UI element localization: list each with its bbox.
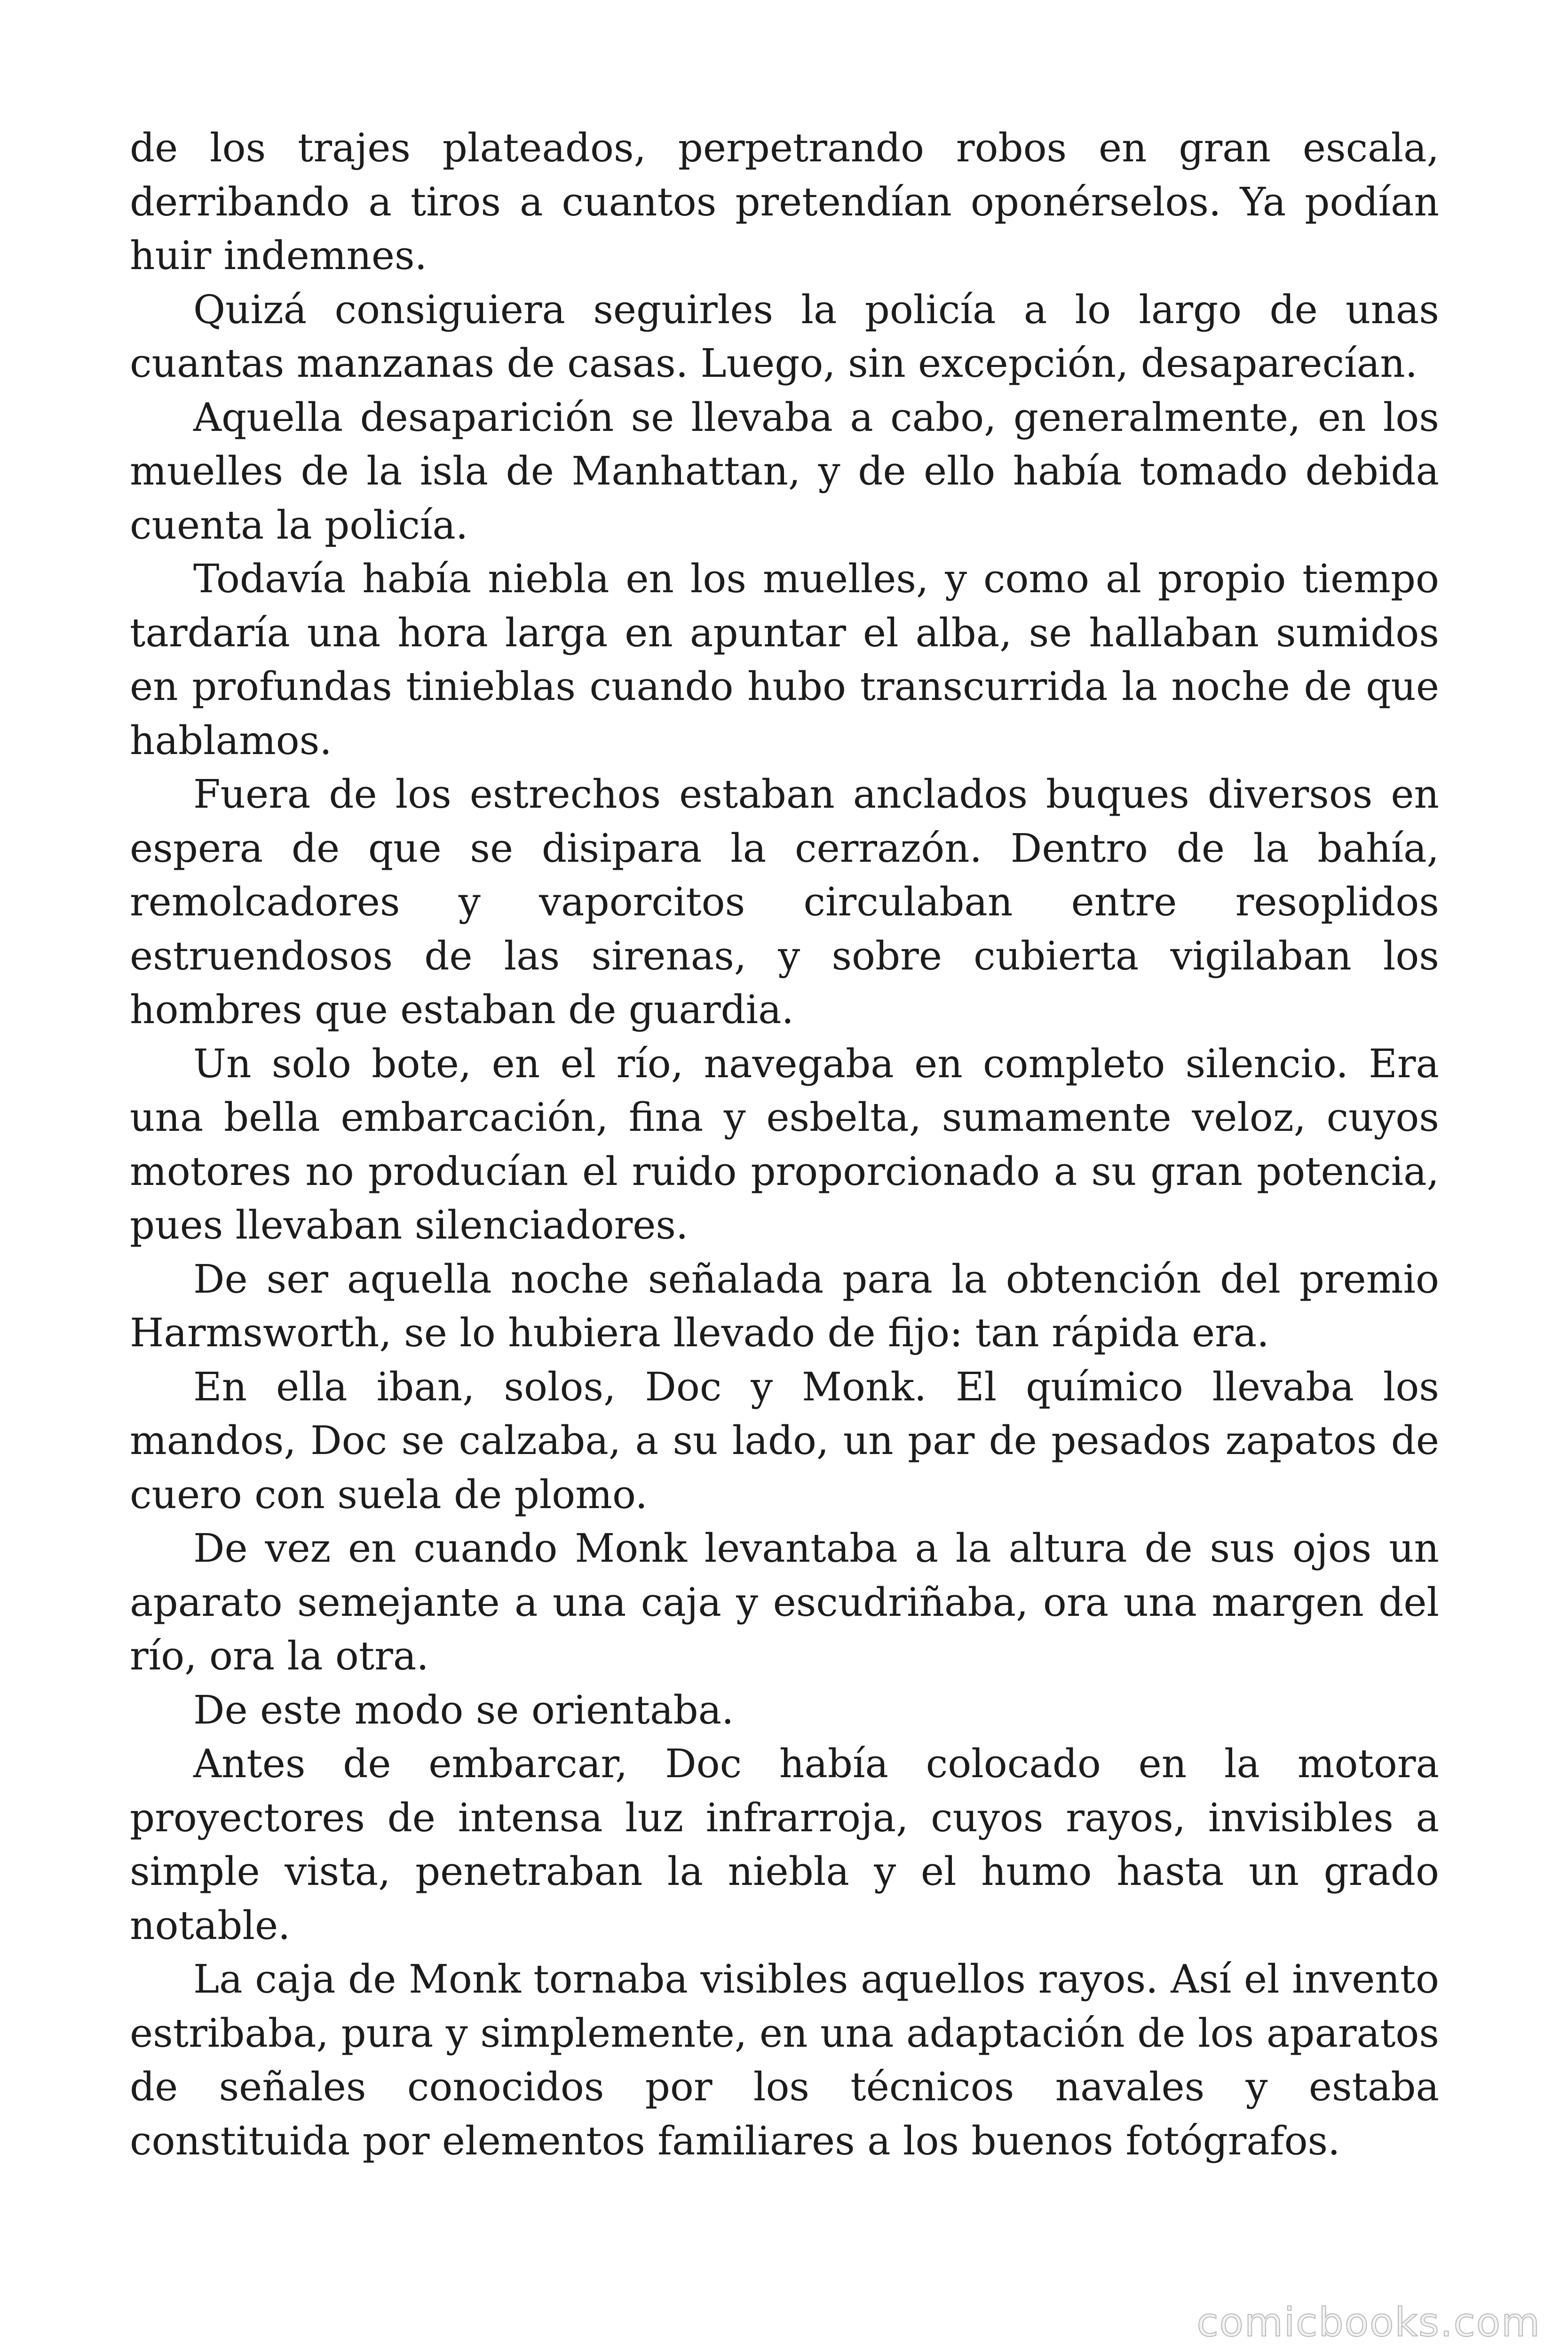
paragraph-10: De este modo se orientaba.	[193, 1687, 734, 1733]
paragraph-3: Aquella desaparición se llevaba a cabo, generalmente, en los muelles de la isla de Manhattan, y de ello había tomado debida cuenta la policía.	[130, 394, 1439, 548]
paragraph-11: Antes de embarcar, Doc había colocado en la motora proyectores de intensa luz infrarroja, cuyos rayos, invisibles a simple vista, penetraban la niebla y el humo hasta un grado notable.	[130, 1741, 1439, 1948]
paragraph-4: Todavía había niebla en los muelles, y como al propio tiempo tardaría una hora larga en apuntar el alba, se hallaban sumidos en profundas tinieblas cuando hubo transcurrida la noche de que hablamos.	[130, 556, 1439, 763]
paragraph-1: de los trajes plateados, perpetrando robos en gran escala, derribando a tiros a cuantos pretendían oponérselos. Ya podían huir indemnes.	[130, 125, 1439, 278]
paragraph-8: En ella iban, solos, Doc y Monk. El químico llevaba los mandos, Doc se calzaba, a su lado, un par de pesados zapatos de cuero con suela de plomo.	[130, 1364, 1439, 1518]
paragraph-7: De ser aquella noche señalada para la obtención del premio Harmsworth, se lo hubiera llevado de fijo: tan rápida era.	[130, 1256, 1439, 1356]
paragraph-2: Quizá consiguiera seguirles la policía a lo largo de unas cuantas manzanas de casas. Luego, sin excepción, desaparecían.	[130, 286, 1439, 386]
body-text	[130, 121, 1439, 2168]
paragraph-5: Fuera de los estrechos estaban anclados buques diversos en espera de que se disipara la cerrazón. Dentro de la bahía, remolcadores y vaporcitos circulaban entre resoplidos estruendosos de las sirenas, y sobre cubierta vigilaban los hombres que estaban de guardia.	[130, 771, 1439, 1033]
paragraph-12: La caja de Monk tornaba visibles aquellos rayos. Así el invento estribaba, pura y simplemente, en una adaptación de los aparatos de señales conocidos por los técnicos navales y estaba constituida por elementos familiares a los buenos fotógrafos.	[130, 1956, 1439, 2164]
paragraph-9: De vez en cuando Monk levantaba a la altura de sus ojos un aparato semejante a una caja y escudriñaba, ora una margen del río, ora la otra.	[130, 1526, 1439, 1679]
watermark: comicbooks.com	[1196, 2299, 1541, 2345]
paragraph-6: Un solo bote, en el río, navegaba en completo silencio. Era una bella embarcación, fina y esbelta, sumamente veloz, cuyos motores no producían el ruido proporcionado a su gran potencia, pues llevaban silenciadores.	[130, 1041, 1439, 1248]
